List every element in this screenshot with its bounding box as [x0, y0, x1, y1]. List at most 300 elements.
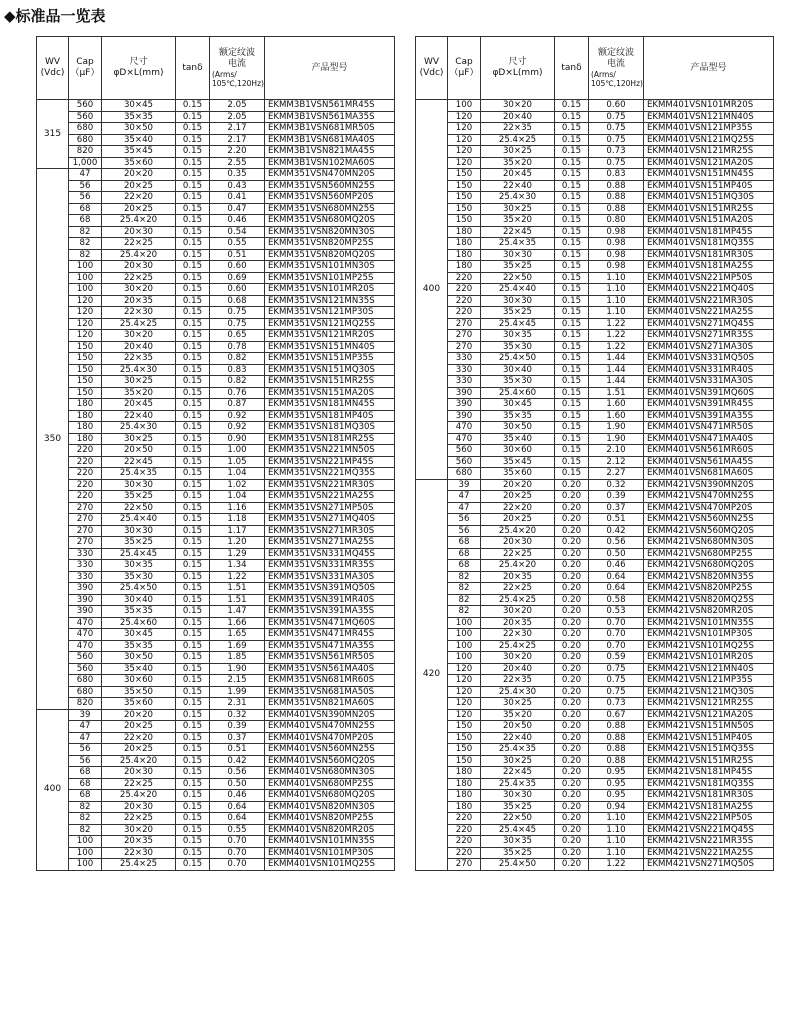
table-header-row: [37, 37, 395, 100]
ripple-cell: 0.51: [589, 514, 644, 526]
table-row: [416, 491, 774, 503]
size-cell: 22×50: [102, 502, 176, 514]
size-cell: 30×35: [481, 836, 555, 848]
table-row: [416, 525, 774, 537]
ripple-cell: 1.22: [589, 318, 644, 330]
table-row: [416, 755, 774, 767]
model-cell: EKMM351VSN681MR60S: [264, 675, 394, 687]
table-row: [37, 571, 395, 583]
tan-cell: 0.15: [176, 399, 210, 411]
table-row: [416, 445, 774, 457]
table-row: [416, 353, 774, 365]
model-cell: EKMM3B1VSN561MR45S: [264, 100, 394, 112]
size-cell: 30×50: [102, 652, 176, 664]
model-cell: EKMM351VSN221MA25S: [264, 491, 394, 503]
model-cell: EKMM421VSN470MN25S: [643, 491, 773, 503]
cap-cell: 180: [448, 790, 481, 802]
tan-cell: 0.15: [555, 238, 589, 250]
cap-cell: 47: [448, 502, 481, 514]
ripple-cell: 0.92: [210, 410, 265, 422]
model-cell: EKMM421VSN680MP25S: [643, 548, 773, 560]
model-cell: EKMM421VSN121MA20S: [643, 709, 773, 721]
table-row: [37, 548, 395, 560]
size-cell: 30×30: [481, 790, 555, 802]
table-row: [416, 617, 774, 629]
tan-cell: 0.15: [555, 433, 589, 445]
ripple-cell: 0.35: [210, 169, 265, 181]
size-cell: 20×35: [481, 571, 555, 583]
cap-cell: 82: [69, 226, 102, 238]
model-cell: EKMM421VSN560MQ20S: [643, 525, 773, 537]
ripple-cell: 1.22: [210, 571, 265, 583]
tan-cell: 0.15: [555, 399, 589, 411]
ripple-cell: 0.75: [589, 134, 644, 146]
tan-cell: 0.15: [176, 537, 210, 549]
cap-cell: 150: [69, 364, 102, 376]
ripple-cell: 0.95: [589, 767, 644, 779]
cap-cell: 220: [69, 468, 102, 480]
tan-cell: 0.15: [176, 307, 210, 319]
size-cell: 20×45: [481, 169, 555, 181]
size-cell: 35×60: [102, 157, 176, 169]
ripple-cell: 0.78: [210, 341, 265, 353]
model-cell: EKMM401VSN820MP25S: [264, 813, 394, 825]
table-row: [37, 859, 395, 871]
tan-cell: 0.15: [176, 318, 210, 330]
model-cell: EKMM351VSN471MA35S: [264, 640, 394, 652]
size-cell: 22×40: [102, 410, 176, 422]
size-cell: 30×30: [102, 525, 176, 537]
table-row: [37, 410, 395, 422]
ripple-cell: 0.80: [589, 215, 644, 227]
ripple-cell: 1.02: [210, 479, 265, 491]
model-cell: EKMM351VSN151MN40S: [264, 341, 394, 353]
size-cell: 30×20: [102, 330, 176, 342]
ripple-cell: 1.10: [589, 295, 644, 307]
size-cell: 25.4×20: [102, 755, 176, 767]
size-cell: 22×25: [102, 813, 176, 825]
size-cell: 22×25: [102, 238, 176, 250]
cap-cell: 100: [69, 261, 102, 273]
model-cell: EKMM351VSN471MR45S: [264, 629, 394, 641]
cap-cell: 150: [448, 215, 481, 227]
size-cell: 35×35: [102, 111, 176, 123]
tan-cell: 0.15: [176, 100, 210, 112]
tan-cell: 0.15: [176, 203, 210, 215]
model-cell: EKMM401VSN680MP25S: [264, 778, 394, 790]
size-cell: 22×25: [481, 548, 555, 560]
cap-cell: 220: [69, 491, 102, 503]
size-cell: 25.4×35: [481, 744, 555, 756]
size-cell: 22×40: [481, 180, 555, 192]
cap-cell: 220: [448, 284, 481, 296]
spec-table-left: [36, 36, 395, 871]
cap-cell: 100: [448, 617, 481, 629]
model-cell: EKMM401VSN561MA45S: [643, 456, 773, 468]
cap-cell: 120: [69, 295, 102, 307]
table-row: [416, 410, 774, 422]
model-cell: EKMM351VSN181MP40S: [264, 410, 394, 422]
cap-cell: 180: [448, 778, 481, 790]
table-row: [37, 606, 395, 618]
tan-cell: 0.20: [555, 525, 589, 537]
tan-cell: 0.15: [176, 479, 210, 491]
tan-cell: 0.15: [555, 364, 589, 376]
table-row: [416, 548, 774, 560]
cap-cell: 560: [69, 111, 102, 123]
ripple-cell: 1.10: [589, 847, 644, 859]
table-row: [416, 537, 774, 549]
size-cell: 30×35: [481, 330, 555, 342]
cap-cell: 56: [448, 514, 481, 526]
table-row: [416, 456, 774, 468]
model-cell: EKMM351VSN151MA20S: [264, 387, 394, 399]
table-row: [416, 663, 774, 675]
cap-cell: 100: [448, 100, 481, 112]
cap-cell: 100: [69, 284, 102, 296]
table-row: [416, 134, 774, 146]
cap-cell: 560: [448, 445, 481, 457]
size-cell: 25.4×20: [102, 249, 176, 261]
cap-cell: 820: [69, 698, 102, 710]
tan-cell: 0.15: [176, 295, 210, 307]
model-cell: EKMM421VSN560MN25S: [643, 514, 773, 526]
tan-cell: 0.15: [176, 675, 210, 687]
tan-cell: 0.15: [176, 732, 210, 744]
table-row: [416, 698, 774, 710]
size-cell: 20×35: [481, 617, 555, 629]
ripple-cell: 0.98: [589, 261, 644, 273]
cap-cell: 270: [448, 341, 481, 353]
ripple-cell: 1.10: [589, 836, 644, 848]
size-cell: 20×20: [102, 709, 176, 721]
model-cell: EKMM401VSN271MQ45S: [643, 318, 773, 330]
model-cell: EKMM421VSN181MQ35S: [643, 778, 773, 790]
table-row: [37, 272, 395, 284]
model-cell: EKMM401VSN560MN25S: [264, 744, 394, 756]
cap-cell: 120: [448, 709, 481, 721]
tan-cell: 0.20: [555, 813, 589, 825]
tan-cell: 0.20: [555, 836, 589, 848]
tan-cell: 0.15: [555, 307, 589, 319]
tan-cell: 0.15: [176, 606, 210, 618]
cap-cell: 82: [69, 813, 102, 825]
table-row: [416, 341, 774, 353]
model-cell: EKMM351VSN821MA60S: [264, 698, 394, 710]
ripple-cell: 0.75: [589, 675, 644, 687]
table-row: [37, 790, 395, 802]
ripple-cell: 0.39: [210, 721, 265, 733]
model-cell: EKMM3B1VSN681MR50S: [264, 123, 394, 135]
size-cell: 30×20: [481, 606, 555, 618]
ripple-cell: 0.55: [210, 824, 265, 836]
table-row: [416, 123, 774, 135]
ripple-cell: 0.94: [589, 801, 644, 813]
model-cell: EKMM401VSN820MN30S: [264, 801, 394, 813]
ripple-cell: 1.90: [589, 422, 644, 434]
tan-header: tanδ: [555, 37, 589, 100]
model-cell: EKMM421VSN390MN20S: [643, 479, 773, 491]
model-cell: EKMM351VSN101MN30S: [264, 261, 394, 273]
cap-cell: 330: [448, 376, 481, 388]
tan-cell: 0.15: [555, 134, 589, 146]
tan-cell: 0.20: [555, 709, 589, 721]
wv-header: WV (Vdc): [416, 37, 448, 100]
table-row: [416, 192, 774, 204]
size-cell: 20×30: [481, 537, 555, 549]
cap-cell: 120: [448, 686, 481, 698]
model-cell: EKMM351VSN151MQ30S: [264, 364, 394, 376]
size-cell: 20×35: [102, 295, 176, 307]
ripple-header: 额定纹波 电流 (Arms/ 105℃,120Hz): [589, 37, 644, 100]
ripple-cell: 2.17: [210, 123, 265, 135]
ripple-cell: 0.64: [589, 571, 644, 583]
table-row: [416, 790, 774, 802]
size-cell: 30×25: [102, 433, 176, 445]
model-cell: EKMM421VSN121MP35S: [643, 675, 773, 687]
table-row: [416, 226, 774, 238]
size-cell: 30×20: [102, 284, 176, 296]
size-cell: 30×35: [102, 560, 176, 572]
size-cell: 22×50: [481, 813, 555, 825]
cap-cell: 150: [448, 180, 481, 192]
size-cell: 25.4×20: [102, 215, 176, 227]
cap-cell: 82: [69, 249, 102, 261]
tan-cell: 0.20: [555, 755, 589, 767]
table-row: [37, 560, 395, 572]
ripple-cell: 0.53: [589, 606, 644, 618]
ripple-cell: 0.75: [589, 686, 644, 698]
table-row: [416, 215, 774, 227]
cap-cell: 220: [448, 813, 481, 825]
tan-cell: 0.15: [555, 468, 589, 480]
model-cell: EKMM421VSN221MA25S: [643, 847, 773, 859]
model-cell: EKMM401VSN680MN30S: [264, 767, 394, 779]
cap-cell: 390: [69, 606, 102, 618]
tan-cell: 0.20: [555, 801, 589, 813]
ripple-cell: 0.64: [210, 801, 265, 813]
model-cell: EKMM351VSN820MQ20S: [264, 249, 394, 261]
tan-cell: 0.15: [176, 652, 210, 664]
model-cell: EKMM421VSN121MN40S: [643, 663, 773, 675]
ripple-cell: 1.69: [210, 640, 265, 652]
size-cell: 22×30: [102, 847, 176, 859]
tan-cell: 0.15: [176, 387, 210, 399]
size-cell: 22×25: [481, 583, 555, 595]
cap-cell: 120: [69, 318, 102, 330]
size-cell: 25.4×50: [102, 583, 176, 595]
ripple-cell: 1.99: [210, 686, 265, 698]
tan-cell: 0.15: [176, 514, 210, 526]
model-cell: EKMM421VSN181MP45S: [643, 767, 773, 779]
table-row: [37, 330, 395, 342]
model-cell: EKMM401VSN151MR25S: [643, 203, 773, 215]
ripple-cell: 0.65: [210, 330, 265, 342]
wv-cell: 350: [37, 169, 69, 710]
tan-cell: 0.20: [555, 859, 589, 871]
tan-cell: 0.15: [555, 387, 589, 399]
cap-cell: 470: [69, 640, 102, 652]
tan-cell: 0.15: [176, 548, 210, 560]
size-cell: 22×40: [481, 732, 555, 744]
table-row: [416, 594, 774, 606]
table-row: [416, 778, 774, 790]
ripple-cell: 0.60: [210, 284, 265, 296]
size-cell: 30×20: [481, 652, 555, 664]
table-row: [416, 261, 774, 273]
tan-cell: 0.20: [555, 606, 589, 618]
size-header: 尺寸 φD×L(mm): [102, 37, 176, 100]
table-row: [416, 387, 774, 399]
tan-cell: 0.15: [555, 272, 589, 284]
ripple-cell: 1.18: [210, 514, 265, 526]
cap-cell: 150: [69, 353, 102, 365]
tan-cell: 0.15: [176, 836, 210, 848]
model-cell: EKMM421VSN470MP20S: [643, 502, 773, 514]
size-cell: 22×30: [481, 629, 555, 641]
model-cell: EKMM401VSN181MR30S: [643, 249, 773, 261]
tan-cell: 0.15: [176, 261, 210, 273]
table-row: [416, 307, 774, 319]
model-cell: EKMM421VSN680MQ20S: [643, 560, 773, 572]
tan-cell: 0.20: [555, 514, 589, 526]
table-row: [416, 732, 774, 744]
table-row: [37, 824, 395, 836]
size-cell: 35×50: [102, 686, 176, 698]
cap-cell: 100: [448, 629, 481, 641]
cap-cell: 150: [448, 744, 481, 756]
table-row: [416, 146, 774, 158]
size-cell: 30×45: [102, 629, 176, 641]
model-cell: EKMM401VSN151MA20S: [643, 215, 773, 227]
table-row: [37, 203, 395, 215]
ripple-cell: 2.17: [210, 134, 265, 146]
tan-cell: 0.15: [176, 215, 210, 227]
cap-cell: 270: [448, 330, 481, 342]
cap-cell: 390: [448, 387, 481, 399]
table-row: [416, 468, 774, 480]
tan-cell: 0.15: [176, 663, 210, 675]
table-row: [37, 284, 395, 296]
tan-cell: 0.20: [555, 617, 589, 629]
table-header-row: [416, 37, 774, 100]
cap-header: Cap （μF）: [448, 37, 481, 100]
tan-cell: 0.20: [555, 790, 589, 802]
table-row: [416, 422, 774, 434]
table-row: [37, 675, 395, 687]
tan-cell: 0.15: [176, 583, 210, 595]
table-row: [416, 629, 774, 641]
tan-cell: 0.20: [555, 640, 589, 652]
table-row: [37, 583, 395, 595]
table-row: [37, 376, 395, 388]
ripple-cell: 1.10: [589, 813, 644, 825]
size-cell: 25.4×50: [481, 859, 555, 871]
tan-cell: 0.15: [176, 778, 210, 790]
model-cell: EKMM401VSN121MN40S: [643, 111, 773, 123]
cap-cell: 220: [448, 272, 481, 284]
ripple-cell: 0.43: [210, 180, 265, 192]
wv-cell: 420: [416, 479, 448, 870]
size-cell: 35×25: [102, 537, 176, 549]
model-cell: EKMM351VSN331MR35S: [264, 560, 394, 572]
cap-cell: 560: [69, 663, 102, 675]
ripple-cell: 0.87: [210, 399, 265, 411]
model-cell: EKMM401VSN391MQ60S: [643, 387, 773, 399]
size-cell: 22×35: [481, 123, 555, 135]
size-cell: 35×40: [102, 134, 176, 146]
model-cell: EKMM351VSN271MR30S: [264, 525, 394, 537]
wv-cell: 315: [37, 100, 69, 169]
model-cell: EKMM351VSN820MP25S: [264, 238, 394, 250]
size-cell: 35×30: [481, 376, 555, 388]
ripple-cell: 1.10: [589, 272, 644, 284]
tan-cell: 0.15: [176, 813, 210, 825]
cap-cell: 82: [448, 583, 481, 595]
size-cell: 20×40: [481, 663, 555, 675]
size-cell: 25.4×60: [102, 617, 176, 629]
tan-cell: 0.15: [176, 410, 210, 422]
cap-cell: 330: [69, 560, 102, 572]
cap-cell: 68: [69, 767, 102, 779]
model-cell: EKMM351VSN271MA25S: [264, 537, 394, 549]
table-row: [416, 640, 774, 652]
cap-cell: 330: [448, 364, 481, 376]
size-cell: 20×20: [102, 169, 176, 181]
tan-cell: 0.20: [555, 767, 589, 779]
model-cell: EKMM421VSN181MR30S: [643, 790, 773, 802]
cap-cell: 390: [69, 583, 102, 595]
model-cell: EKMM351VSN101MP25S: [264, 272, 394, 284]
tan-cell: 0.15: [555, 318, 589, 330]
size-cell: 22×45: [481, 767, 555, 779]
table-row: [37, 399, 395, 411]
ripple-cell: 0.37: [210, 732, 265, 744]
model-cell: EKMM401VSN560MQ20S: [264, 755, 394, 767]
table-row: [37, 778, 395, 790]
model-cell: EKMM401VSN391MA35S: [643, 410, 773, 422]
table-row: [37, 525, 395, 537]
size-cell: 20×30: [102, 261, 176, 273]
size-cell: 30×45: [481, 399, 555, 411]
ripple-cell: 0.51: [210, 744, 265, 756]
table-row: [37, 537, 395, 549]
size-cell: 22×20: [102, 732, 176, 744]
tan-cell: 0.20: [555, 502, 589, 514]
tan-cell: 0.20: [555, 652, 589, 664]
ripple-cell: 0.75: [589, 123, 644, 135]
tan-cell: 0.15: [555, 192, 589, 204]
size-cell: 25.4×20: [102, 790, 176, 802]
cap-cell: 39: [448, 479, 481, 491]
size-cell: 20×25: [102, 180, 176, 192]
model-cell: EKMM421VSN151MN50S: [643, 721, 773, 733]
model-cell: EKMM351VSN221MN50S: [264, 445, 394, 457]
model-cell: EKMM351VSN331MQ45S: [264, 548, 394, 560]
cap-cell: 56: [69, 192, 102, 204]
tan-cell: 0.15: [176, 755, 210, 767]
cap-cell: 680: [69, 134, 102, 146]
table-row: [416, 813, 774, 825]
cap-cell: 68: [448, 548, 481, 560]
tan-cell: 0.15: [555, 180, 589, 192]
size-cell: 20×45: [102, 399, 176, 411]
size-cell: 20×25: [102, 721, 176, 733]
model-cell: EKMM421VSN820MR20S: [643, 606, 773, 618]
tan-cell: 0.15: [176, 617, 210, 629]
table-row: [416, 583, 774, 595]
model-cell: EKMM401VSN331MR40S: [643, 364, 773, 376]
